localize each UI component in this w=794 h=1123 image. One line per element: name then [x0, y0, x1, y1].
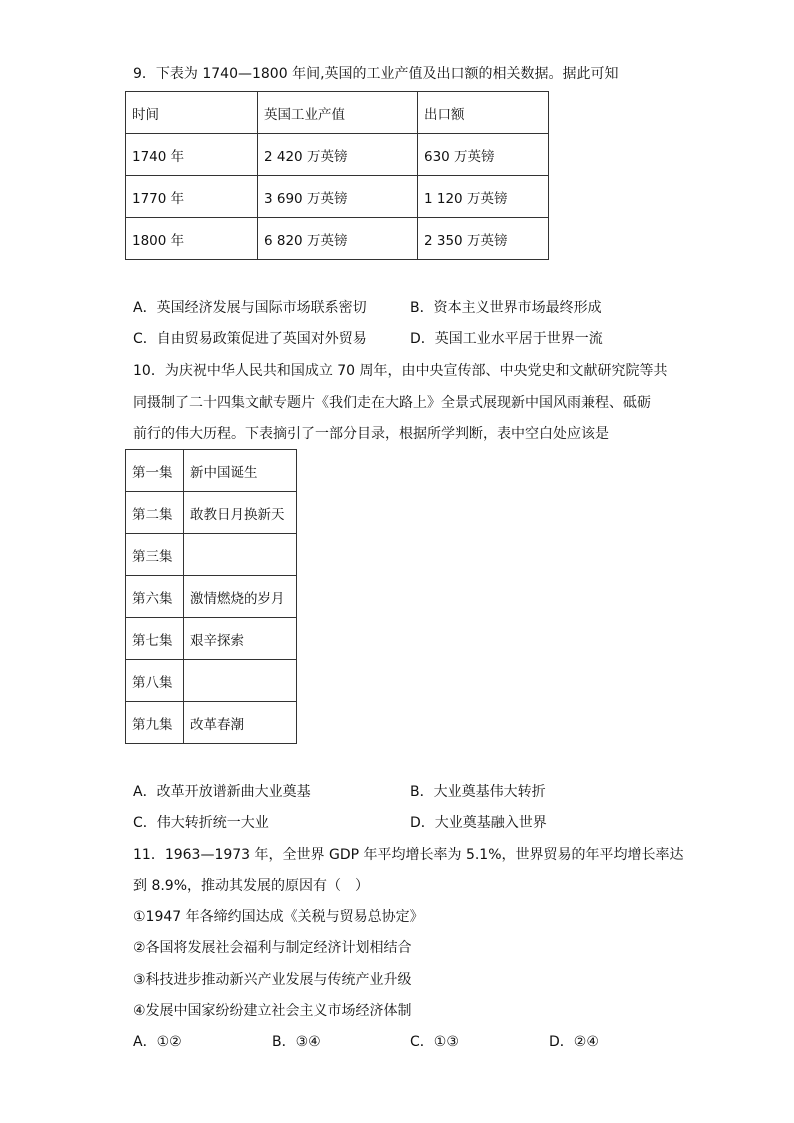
q10-option-c: C．伟大转折统一大业: [133, 815, 269, 831]
q11-stem-line: 11．1963—1973 年，全世界 GDP 年平均增长率为 5.1%，世界贸易的年平均增长率达: [133, 847, 684, 863]
table-cell: 第八集: [126, 660, 184, 702]
q11-item: ②各国将发展社会福利与制定经济计划相结合: [133, 940, 412, 956]
table-cell: 改革春潮: [184, 702, 297, 744]
table-cell: 第六集: [126, 576, 184, 618]
q9-option-b: B．资本主义世界市场最终形成: [410, 300, 602, 316]
q11-item: ③科技进步推动新兴产业发展与传统产业升级: [133, 972, 412, 988]
q10-stem-line: 前行的伟大历程。下表摘引了一部分目录，根据所学判断，表中空白处应该是: [133, 426, 609, 442]
q9-stem: 9．下表为 1740—1800 年间,英国的工业产值及出口额的相关数据。据此可知: [133, 66, 619, 82]
q11-option-d: D．②④: [549, 1034, 599, 1050]
table-cell: 630 万英镑: [418, 134, 549, 176]
table-row: [126, 450, 297, 492]
table-cell: 第二集: [126, 492, 184, 534]
table-cell: 6 820 万英镑: [258, 218, 418, 260]
table-cell-blank: [184, 534, 297, 576]
table-row: [126, 702, 297, 744]
q10-option-a: A．改革开放谱新曲大业奠基: [133, 784, 311, 800]
q10-option-d: D．大业奠基融入世界: [410, 815, 547, 831]
table-row: [126, 618, 297, 660]
table-header-row: [126, 92, 549, 134]
table-header-cell: 时间: [126, 92, 258, 134]
q11-option-c: C．①③: [410, 1034, 459, 1050]
table-cell: 1770 年: [126, 176, 258, 218]
q11-option-a: A．①②: [133, 1034, 182, 1050]
table-cell: 第九集: [126, 702, 184, 744]
table-cell: 1740 年: [126, 134, 258, 176]
table-row: [126, 576, 297, 618]
q10-table: [125, 449, 297, 744]
table-cell: 第七集: [126, 618, 184, 660]
table-cell: 3 690 万英镑: [258, 176, 418, 218]
table-header-cell: 出口额: [418, 92, 549, 134]
q11-stem-line: 到 8.9%，推动其发展的原因有（ ）: [133, 878, 370, 894]
table-row: [126, 134, 549, 176]
table-cell: 1800 年: [126, 218, 258, 260]
table-row: [126, 660, 297, 702]
q11-item: ④发展中国家纷纷建立社会主义市场经济体制: [133, 1003, 412, 1019]
table-row: [126, 218, 549, 260]
q10-stem-line: 10．为庆祝中华人民共和国成立 70 周年，由中央宣传部、中央党史和文献研究院等共: [133, 363, 668, 379]
table-cell: 1 120 万英镑: [418, 176, 549, 218]
table-row: [126, 492, 297, 534]
table-cell: 第三集: [126, 534, 184, 576]
q9-table: [125, 91, 549, 260]
table-cell-blank: [184, 660, 297, 702]
table-cell: 2 420 万英镑: [258, 134, 418, 176]
q9-option-c: C．自由贸易政策促进了英国对外贸易: [133, 331, 367, 347]
table-cell: 敢教日月换新天: [184, 492, 297, 534]
q10-stem-line: 同摄制了二十四集文献专题片《我们走在大路上》全景式展现新中国风雨兼程、砥砺: [133, 395, 651, 411]
table-cell: 新中国诞生: [184, 450, 297, 492]
table-cell: 2 350 万英镑: [418, 218, 549, 260]
table-cell: 第一集: [126, 450, 184, 492]
q11-item: ①1947 年各缔约国达成《关税与贸易总协定》: [133, 909, 424, 925]
q11-option-b: B．③④: [272, 1034, 321, 1050]
table-row: [126, 534, 297, 576]
q9-option-a: A．英国经济发展与国际市场联系密切: [133, 300, 367, 316]
table-cell: 艰辛探索: [184, 618, 297, 660]
table-header-cell: 英国工业产值: [258, 92, 418, 134]
table-cell: 激情燃烧的岁月: [184, 576, 297, 618]
table-row: [126, 176, 549, 218]
q9-option-d: D．英国工业水平居于世界一流: [410, 331, 603, 347]
q10-option-b: B．大业奠基伟大转折: [410, 784, 546, 800]
